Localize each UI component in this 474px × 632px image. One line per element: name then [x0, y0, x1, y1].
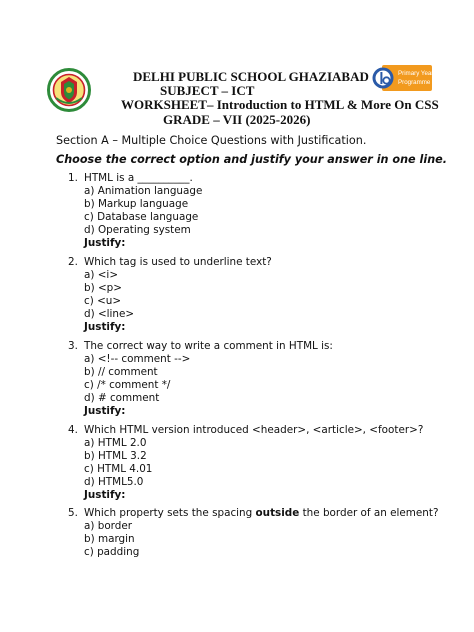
option-d: d) # comment [84, 392, 160, 404]
option-b: b) margin [84, 533, 135, 545]
question-stem [68, 256, 272, 269]
option-a: a) HTML 2.0 [84, 437, 147, 449]
question-stem [68, 424, 423, 437]
worksheet-title: WORKSHEET– Introduction to HTML & More On CSS [121, 97, 439, 112]
option-b: b) <p> [84, 282, 122, 294]
question-text: The correct way to write a comment in HTML is: [84, 340, 333, 352]
question-1 [68, 172, 202, 250]
ib-logo-text-line1: Primary Years [398, 70, 437, 77]
question-number: 1. [68, 172, 78, 184]
grade-title: GRADE – VII (2025-2026) [163, 112, 311, 127]
justify-label: Justify: [84, 321, 126, 333]
option-a: a) Animation language [84, 185, 203, 197]
question-number: 5. [68, 507, 78, 519]
option-list [68, 353, 333, 405]
question-number: 2. [68, 256, 78, 268]
option-a: a) border [84, 520, 133, 532]
question-text: Which tag is used to underline text? [84, 256, 272, 268]
option-list [68, 437, 423, 489]
option-c: c) HTML 4.01 [84, 463, 153, 475]
school-crest-icon [47, 68, 91, 112]
question-stem [68, 172, 202, 185]
ib-logo-text-line2: Programme [398, 79, 431, 86]
option-a: a) <!-- comment --> [84, 353, 191, 365]
school-name: DELHI PUBLIC SCHOOL GHAZIABAD [133, 69, 369, 84]
option-a: a) <i> [84, 269, 119, 281]
instruction-text: Choose the correct option and justify your answer in one line. [56, 153, 447, 166]
question-text: Which HTML version introduced <header>, <article>, <footer>? [84, 424, 424, 436]
subject-title: SUBJECT – ICT [160, 83, 255, 98]
question-text-start: Which property sets the spacing [84, 507, 256, 519]
section-title: Section A – Multiple Choice Questions with Justification. [56, 134, 367, 147]
justify-label: Justify: [84, 489, 126, 501]
option-list [68, 520, 438, 559]
question-stem [68, 507, 438, 520]
justify-label: Justify: [84, 237, 126, 249]
option-c: c) padding [84, 546, 140, 558]
option-b: b) Markup language [84, 198, 189, 210]
option-c: c) /* comment */ [84, 379, 171, 391]
option-b: b) HTML 3.2 [84, 450, 147, 462]
question-3 [68, 340, 333, 418]
option-d: d) Operating system [84, 224, 191, 236]
question-text-end: the border of an element? [299, 507, 439, 519]
question-number: 3. [68, 340, 78, 352]
question-text-emphasis: outside [255, 507, 300, 519]
justify-label: Justify: [84, 405, 126, 417]
question-number: 4. [68, 424, 78, 436]
question-stem [68, 340, 333, 353]
option-d: d) <line> [84, 308, 135, 320]
question-5 [68, 507, 438, 559]
question-text: HTML is a __________. [84, 172, 193, 184]
option-c: c) Database language [84, 211, 199, 223]
question-4 [68, 424, 423, 502]
option-list [68, 185, 202, 237]
option-list [68, 269, 272, 321]
option-b: b) // comment [84, 366, 158, 378]
ib-logo-icon [372, 63, 437, 93]
option-d: d) HTML5.0 [84, 476, 144, 488]
question-2 [68, 256, 272, 334]
option-c: c) <u> [84, 295, 122, 307]
